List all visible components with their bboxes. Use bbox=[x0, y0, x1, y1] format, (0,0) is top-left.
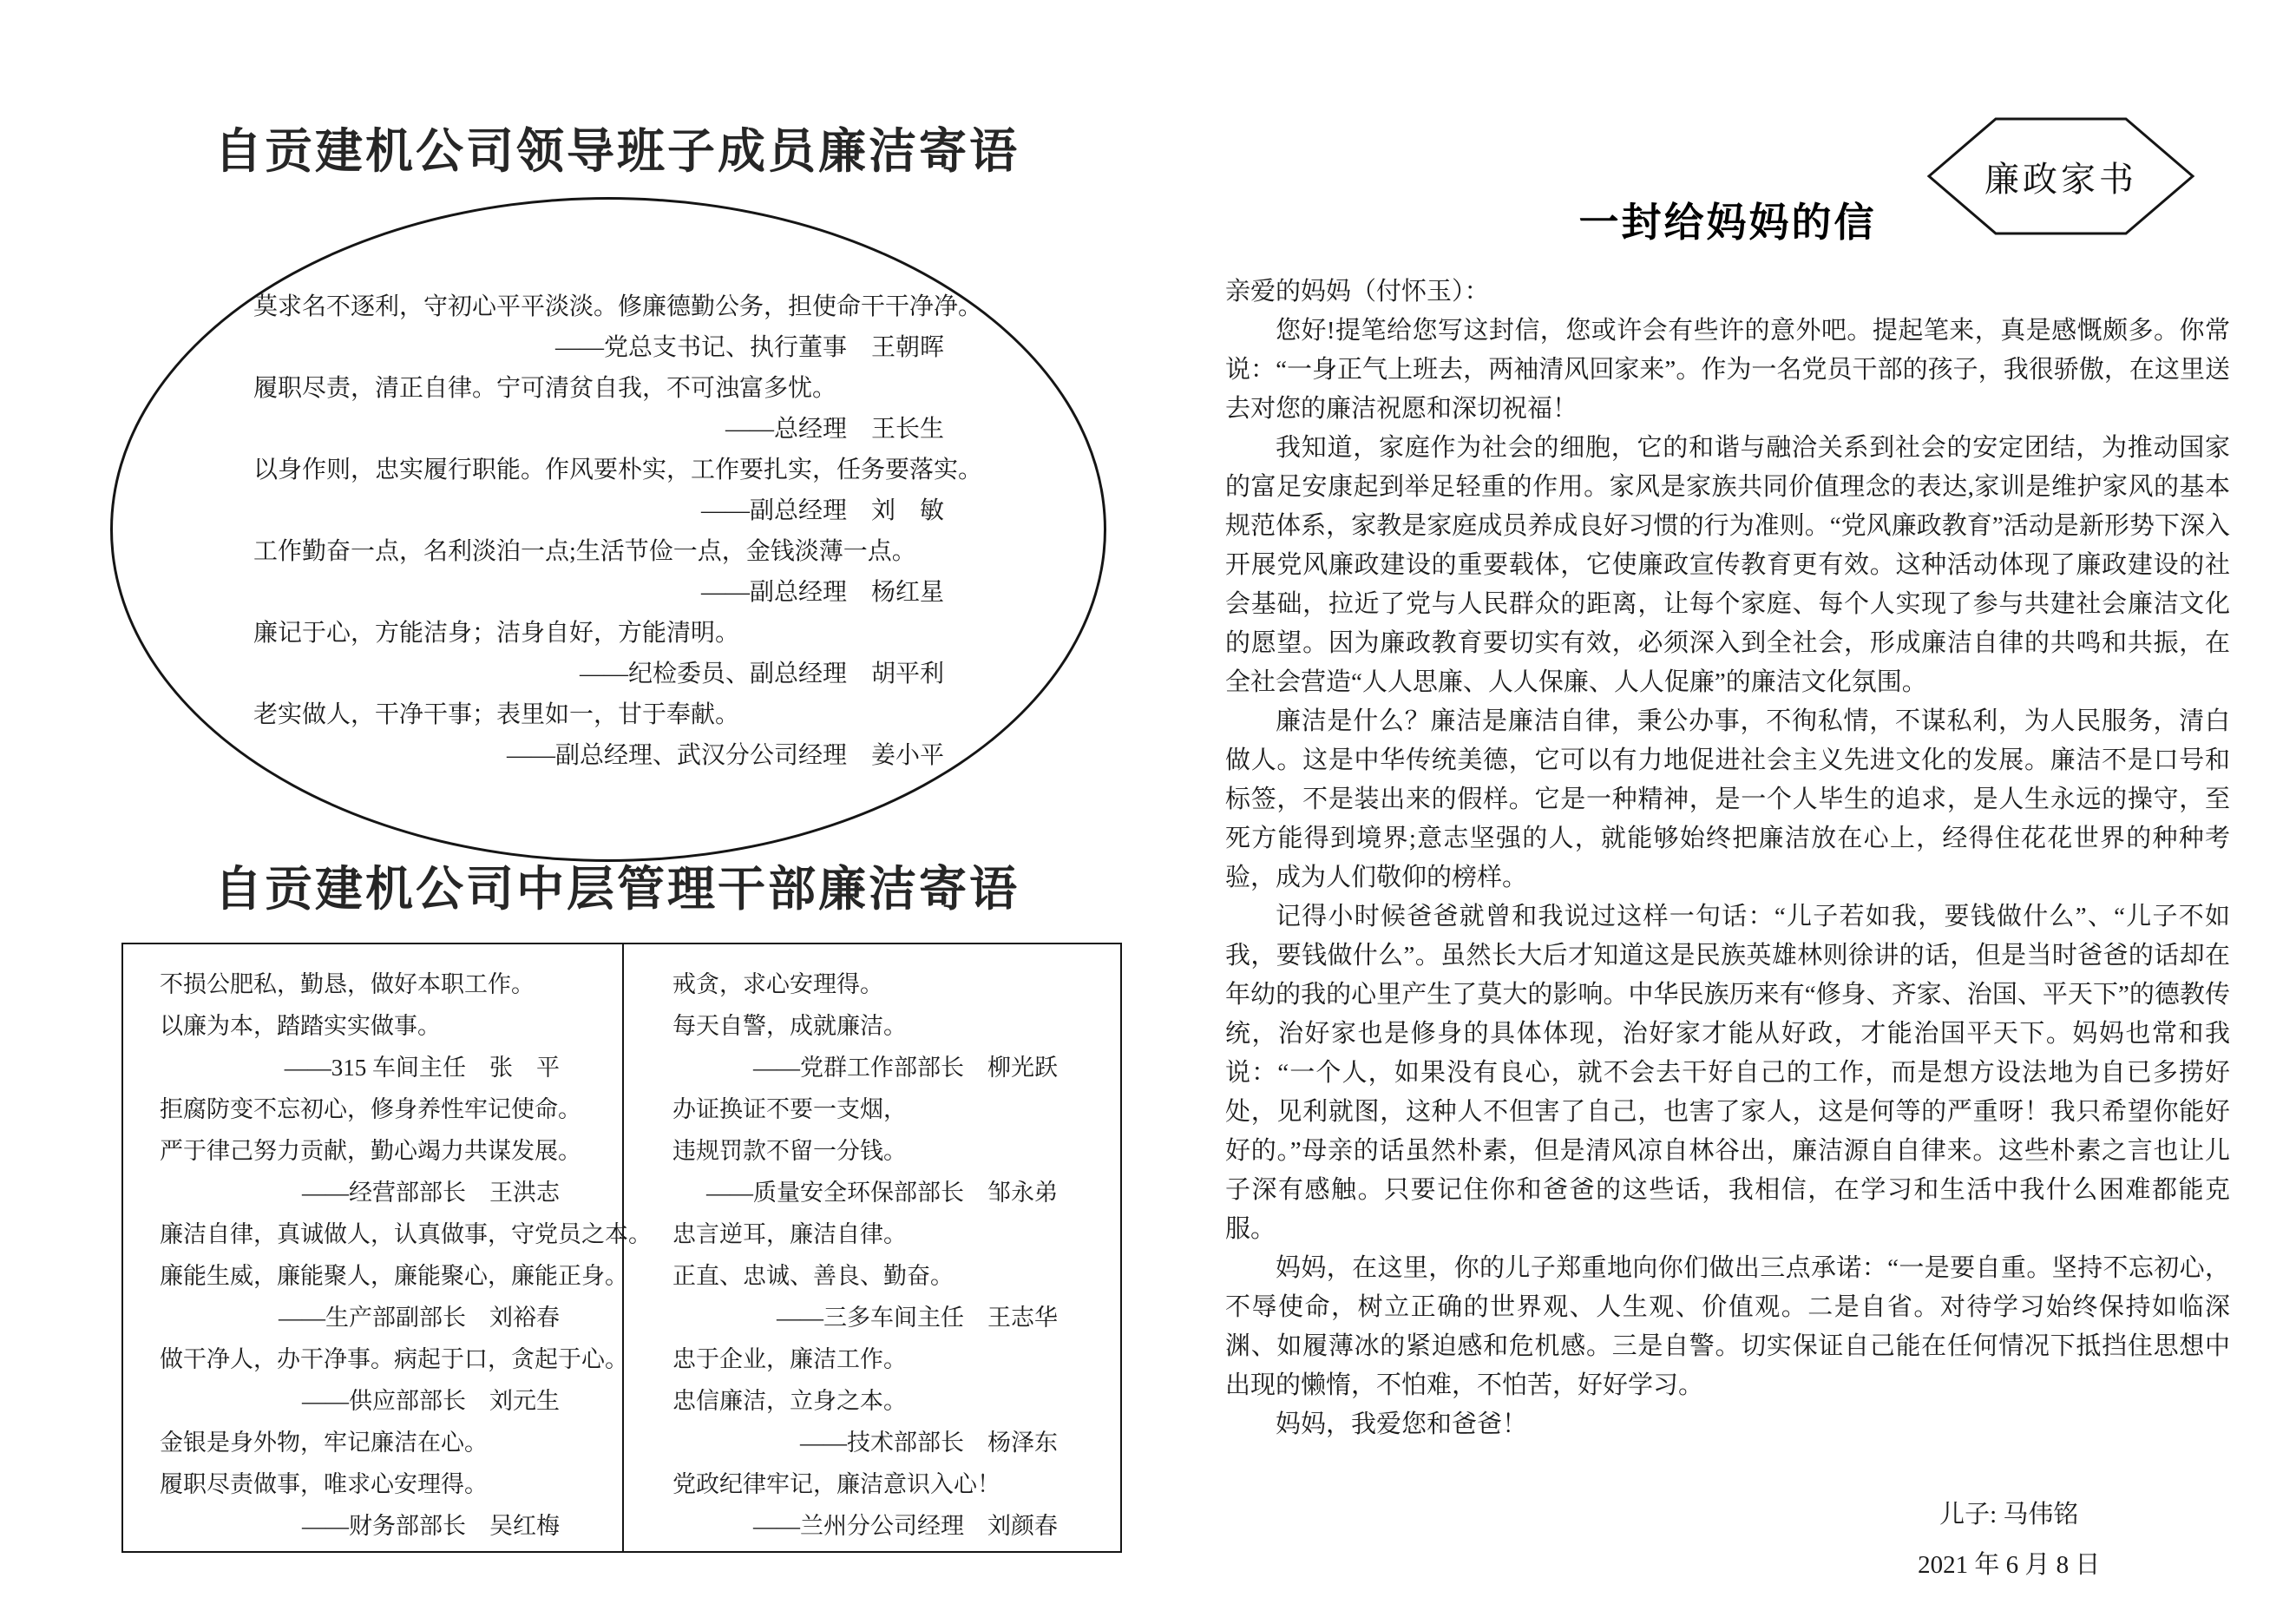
quote-attribution: ——经营部部长 王洪志 bbox=[302, 1180, 560, 1206]
quote-text: 履职尽责，清正自律。宁可清贫自我，不可浊富多忧。 bbox=[253, 375, 837, 402]
table-right-column bbox=[624, 944, 1120, 1551]
letter-salutation: 亲爱的妈妈（付怀玉）： bbox=[1225, 278, 1490, 306]
quote-text: 以身作则，忠实履行职能。作风要朴实，工作要扎实，任务要落实。 bbox=[253, 457, 983, 483]
quote-text: 戒贪，求心安理得。 bbox=[672, 971, 883, 997]
quote-attribution: ——副总经理 刘 敏 bbox=[700, 497, 944, 524]
quote-text: 党政纪律牢记，廉洁意识入心！ bbox=[672, 1471, 1000, 1497]
letter-paragraph: 记得小时候爸爸就曾和我说过这样一句话：“儿子若如我，要钱做什么”、“儿子不如我，要钱做什么”。虽然长大后才知道这是民族英雄林则徐讲的话，但是当时爸爸的话却在年幼的我的心里产生了莫大的影响。中华民族历来有“修身、齐家、治国、平天下”的德教传统，治好家也是修身的具体体现，治好家才能从好政，才能治国平天下。妈妈也常和我说：“一个人，如果没有良心，就不会去干好自己的工作，而是想方设法地为自已多捞好处，见利就图，这种人不但害了自己，也害了家人，这是何等的严重呀！我只希望你能好好的。”母亲的话虽然朴素，但是清风凉自林谷出，廉洁源自自律来。这些朴素之言也让儿子深有感触。只要记住你和爸爸的这些话，我相信，在学习和生活中我什么困难都能克服。 bbox=[1225, 903, 2230, 1243]
letter-paragraph: 妈妈，在这里，你的儿子郑重地向你们做出三点承诺：“一是要自重。坚持不忘初心，不辱使命，树立正确的世界观、人生观、价值观。二是自省。对待学习始终保持如临深渊、如履薄冰的紧迫感和危机感。三是自警。切实保证自己能在任何情况下抵挡住思想中出现的懒惰，不怕难，不怕苦，好好学习。 bbox=[1225, 1254, 2230, 1399]
quote-text: 廉能生威，廉能聚人，廉能聚心，廉能正身。 bbox=[160, 1263, 628, 1289]
leadership-quotes-list bbox=[253, 286, 986, 776]
quote-text: 以廉为本，踏踏实实做事。 bbox=[160, 1013, 441, 1039]
quote-attribution: ——三多车间主任 王志华 bbox=[777, 1305, 1058, 1331]
quote-attribution: ——党群工作部部长 柳光跃 bbox=[753, 1055, 1058, 1081]
letter-paragraph: 我知道，家庭作为社会的细胞，它的和谐与融洽关系到社会的安定团结，为推动国家的富足安康起到举足轻重的作用。家风是家族共同价值理念的表达,家训是维护家风的基本规范体系，家教是家庭成员养成良好习惯的行为准则。“党风廉政教育”活动是新形势下深入开展党风廉政建设的重要载体，它使廉政宣传教育更有效。这种活动体现了廉政建设的社会基础，拉近了党与人民群众的距离，让每个家庭、每个人实现了参与共建社会廉洁文化的愿望。因为廉政教育要切实有效，必须深入到全社会，形成廉洁自律的共鸣和共振，在全社会营造“人人思廉、人人保廉、人人促廉”的廉洁文化氛围。 bbox=[1225, 434, 2230, 696]
quote-text: 忠信廉洁，立身之本。 bbox=[672, 1388, 907, 1414]
letter-paragraph: 廉洁是什么？廉洁是廉洁自律，秉公办事，不徇私情，不谋私利，为人民服务，清白做人。这是中华传统美德，它可以有力地促进社会主义先进文化的发展。廉洁不是口号和标签，不是装出来的假样。它是一种精神，是一个人毕生的追求，是人生永远的操守，至死方能得到境界;意志坚强的人，就能够始终把廉洁放在心上，经得住花花世界的种种考验，成为人们敬仰的榜样。 bbox=[1225, 707, 2230, 891]
quote-text: 拒腐防变不忘初心，修身养性牢记使命。 bbox=[160, 1096, 581, 1122]
badge-label: 廉政家书 bbox=[1984, 159, 2137, 199]
quote-attribution: ——党总支书记、执行董事 王朝晖 bbox=[554, 334, 944, 361]
signature-name: 儿子: 马伟铭 bbox=[1939, 1501, 2079, 1529]
quote-attribution: ——副总经理 杨红星 bbox=[700, 579, 944, 606]
quote-text: 廉记于心，方能洁身；洁身自好，方能清明。 bbox=[253, 620, 740, 647]
quote-text: 老实做人，干净干事；表里如一，甘于奉献。 bbox=[253, 701, 740, 728]
quote-attribution: ——财务部部长 吴红梅 bbox=[302, 1513, 560, 1539]
quote-attribution: ——质量安全环保部部长 邹永弟 bbox=[706, 1180, 1058, 1206]
quote-text: 金银是身外物，牢记廉洁在心。 bbox=[160, 1430, 488, 1456]
quote-attribution: ——生产部副部长 刘裕春 bbox=[279, 1305, 560, 1331]
quote-attribution: ——总经理 王长生 bbox=[725, 416, 944, 443]
quote-attribution: ——纪检委员、副总经理 胡平利 bbox=[579, 661, 944, 687]
quote-text: 不损公肥私，勤恳，做好本职工作。 bbox=[160, 971, 535, 997]
leadership-title: 自贡建机公司领导班子成员廉洁寄语 bbox=[213, 123, 1020, 179]
signature-block bbox=[1788, 1489, 2230, 1590]
quote-text: 做干净人，办干净事。病起于口，贪起于心。 bbox=[160, 1346, 628, 1372]
quote-text: 正直、忠诚、善良、勤奋。 bbox=[672, 1263, 954, 1289]
quote-attribution: ——副总经理、武汉分公司经理 姜小平 bbox=[506, 742, 944, 769]
quote-text: 廉洁自律，真诚做人，认真做事，守党员之本。 bbox=[160, 1221, 652, 1247]
quote-text: 履职尽责做事，唯求心安理得。 bbox=[160, 1471, 488, 1497]
table-left-column bbox=[123, 944, 652, 1551]
quote-attribution: ——315 车间主任 张 平 bbox=[284, 1055, 560, 1081]
quote-attribution: ——技术部部长 杨泽东 bbox=[800, 1430, 1058, 1456]
letter-title: 一封给妈妈的信 bbox=[1578, 201, 1877, 245]
letter-closing: 妈妈，我爱您和爸爸！ bbox=[1276, 1410, 1528, 1438]
quote-text: 工作勤奋一点，名利淡泊一点;生活节俭一点，金钱淡薄一点。 bbox=[253, 538, 916, 565]
middle-title: 自贡建机公司中层管理干部廉洁寄语 bbox=[213, 861, 1020, 917]
quote-text: 每天自警，成就廉洁。 bbox=[672, 1013, 907, 1039]
middle-quotes-table bbox=[121, 943, 1122, 1553]
quote-attribution: ——供应部部长 刘元生 bbox=[302, 1388, 560, 1414]
quote-text: 严于律己努力贡献，勤心竭力共谋发展。 bbox=[160, 1138, 581, 1164]
quote-text: 违规罚款不留一分钱。 bbox=[672, 1138, 907, 1164]
quote-attribution: ——兰州分公司经理 刘颜春 bbox=[753, 1513, 1058, 1539]
letter-body bbox=[1225, 273, 2230, 1590]
quote-text: 办证换证不要一支烟， bbox=[672, 1096, 907, 1122]
letter-paragraph: 您好!提笔给您写这封信，您或许会有些许的意外吧。提起笔来，真是感慨颇多。你常说：“一身正气上班去，两袖清风回家来”。作为一名党员干部的孩子，我很骄傲，在这里送去对您的廉洁祝愿和深切祝福！ bbox=[1225, 317, 2230, 423]
signature-date: 2021 年 6 月 8 日 bbox=[1918, 1551, 2101, 1579]
quote-text: 莫求名不逐利，守初心平平淡淡。修廉德勤公务，担使命干干净净。 bbox=[253, 293, 983, 320]
quote-text: 忠言逆耳，廉洁自律。 bbox=[672, 1221, 907, 1247]
quote-text: 忠于企业，廉洁工作。 bbox=[672, 1346, 907, 1372]
